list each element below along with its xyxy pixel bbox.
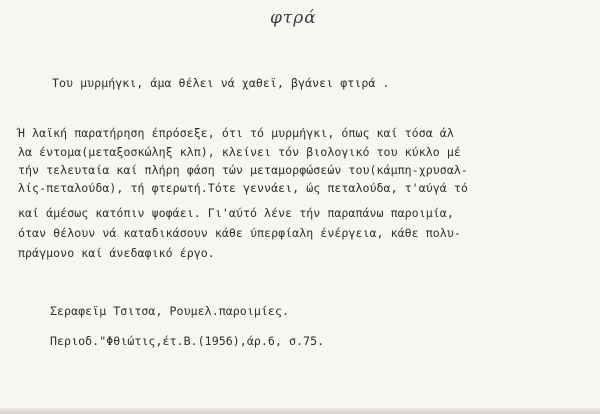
proverb-line: Του μυρμήγκι, άμα θέλει νά χαθεϊ, βγάνει φτιρά .: [52, 76, 390, 90]
handwritten-heading: φτρά: [270, 8, 317, 28]
paragraph-line: λίς-πεταλούδα), τή φτερωτή.Τότε γεννάει, ώς πεταλούδα, τ'αύγά τό: [18, 181, 468, 195]
source-periodical: Περιοδ."Φθιώτις,έτ.Β.(1956),άρ.6, σ.75.: [50, 334, 325, 348]
paragraph-line: όταν θέλουν νά καταδικάσουν κάθε ύπερφίαλη ένέργεια, κάθε πολυ-: [18, 226, 461, 240]
card-bottom-edge: [0, 408, 600, 414]
paragraph-line: λα έντομα(μεταξοσκώληξ κλπ), κλείνει τόν βιολογικό του κύκλο μέ: [18, 145, 461, 159]
paragraph-line: καί άμέσως κατόπιν ψοφάει. Γι'αύτό λένε τήν παραπάνω παροιμία,: [18, 206, 454, 220]
paragraph-line: Ή λαϊκή παρατήρηση έπρόσεξε, ότι τό μυρμήγκι, όπως καί τόσα άλ: [18, 126, 454, 140]
source-author: Σεραφεϊμ Τσιτσα, Ρουμελ.παροιμίες.: [50, 304, 290, 318]
paragraph-line: τήν τελευταία καί πλήρη φάση τών μεταμορφώσεών του(κάμπη-χρυσαλ-: [18, 163, 468, 177]
paragraph-line: πράγμονο καί άνεδαφικό έργο.: [18, 246, 215, 260]
